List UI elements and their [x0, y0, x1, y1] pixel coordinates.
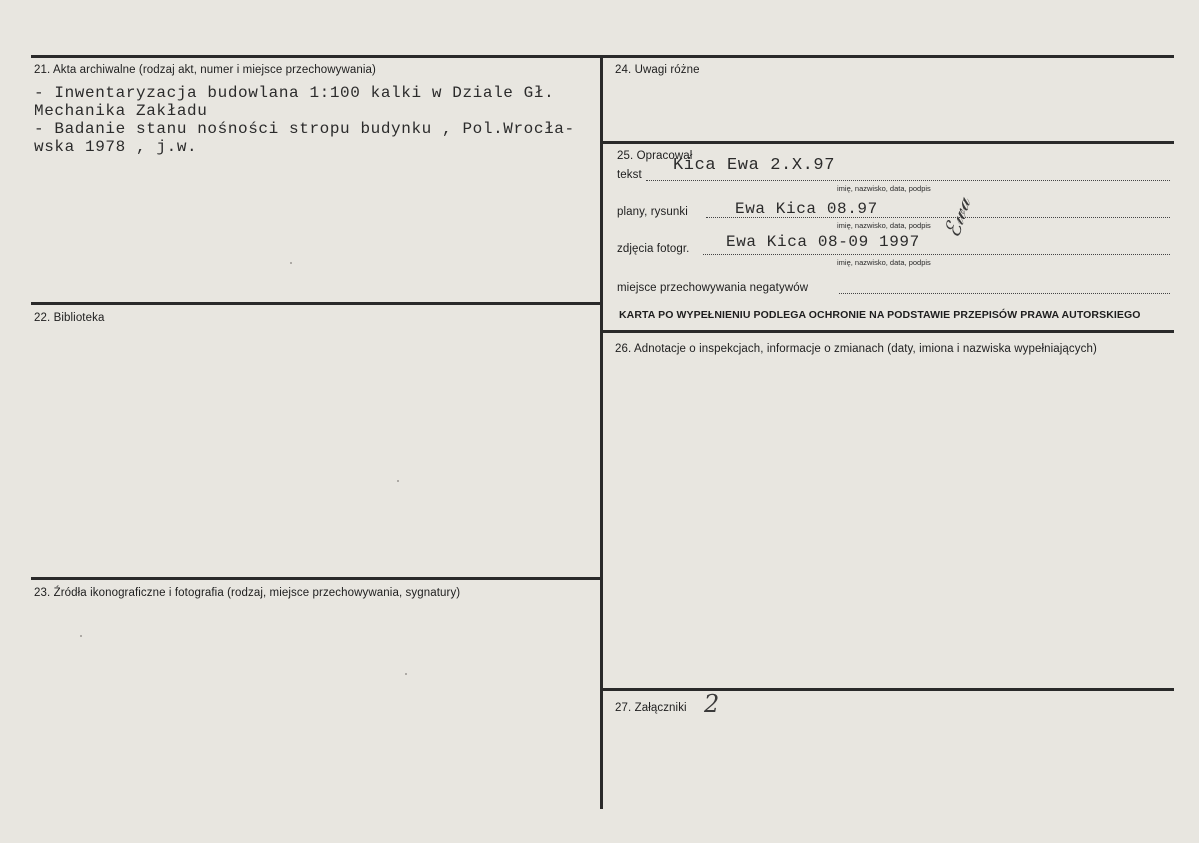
paper-speck [290, 262, 292, 264]
divider-26-27 [600, 688, 1174, 691]
divider-24-25 [600, 141, 1174, 144]
copyright-notice: KARTA PO WYPEŁNIENIU PODLEGA OCHRONIE NA PODSTAWIE PRZEPISÓW PRAWA AUTORSKIEGO [619, 309, 1141, 321]
divider-25-26 [600, 330, 1174, 333]
plany-value: Ewa Kica 08.97 [735, 200, 878, 218]
tekst-hint: imię, nazwisko, data, podpis [837, 184, 931, 193]
plany-label: plany, rysunki [617, 206, 688, 218]
section-25-label: 25. Opracował [617, 150, 693, 162]
typed-line: Mechanika Zakładu [34, 102, 208, 120]
paper-speck [397, 480, 399, 482]
signature: ℰ𝓌𝒶 [940, 194, 977, 241]
typed-line: wska 1978 , j.w. [34, 138, 198, 156]
divider-22-23 [31, 577, 602, 580]
negatives-line [839, 293, 1170, 294]
zdjecia-value: Ewa Kica 08-09 1997 [726, 233, 920, 251]
section-26-label: 26. Adnotacje o inspekcjach, informacje o zmianach (daty, imiona i nazwiska wypełniających) [615, 343, 1097, 355]
section-22-label: 22. Biblioteka [34, 312, 105, 324]
paper-speck [405, 673, 407, 675]
section-23-label: 23. Źródła ikonograficzne i fotografia (rodzaj, miejsce przechowywania, sygnatury) [34, 587, 461, 599]
typed-line: - Inwentaryzacja budowlana 1:100 kalki w Dziale Gł. [34, 84, 555, 102]
typed-line: - Badanie stanu nośności stropu budynku , Pol.Wrocła- [34, 120, 575, 138]
tekst-label: tekst [617, 169, 642, 181]
paper-speck [80, 635, 82, 637]
zdjecia-hint: imię, nazwisko, data, podpis [837, 258, 931, 267]
column-divider [600, 55, 603, 809]
section-21-label: 21. Akta archiwalne (rodzaj akt, numer i miejsce przechowywania) [34, 64, 376, 76]
divider-21-22 [31, 302, 602, 305]
zdjecia-label: zdjęcia fotogr. [617, 243, 690, 255]
attachments-count: 2 [704, 690, 720, 718]
negatives-label: miejsce przechowywania negatywów [617, 282, 809, 294]
plany-hint: imię, nazwisko, data, podpis [837, 221, 931, 230]
tekst-value: Kica Ewa 2.X.97 [673, 156, 836, 175]
zdjecia-line [703, 254, 1170, 255]
section-27-label: 27. Załączniki [615, 702, 687, 714]
section-24-label: 24. Uwagi różne [615, 64, 700, 76]
tekst-line [646, 180, 1170, 181]
